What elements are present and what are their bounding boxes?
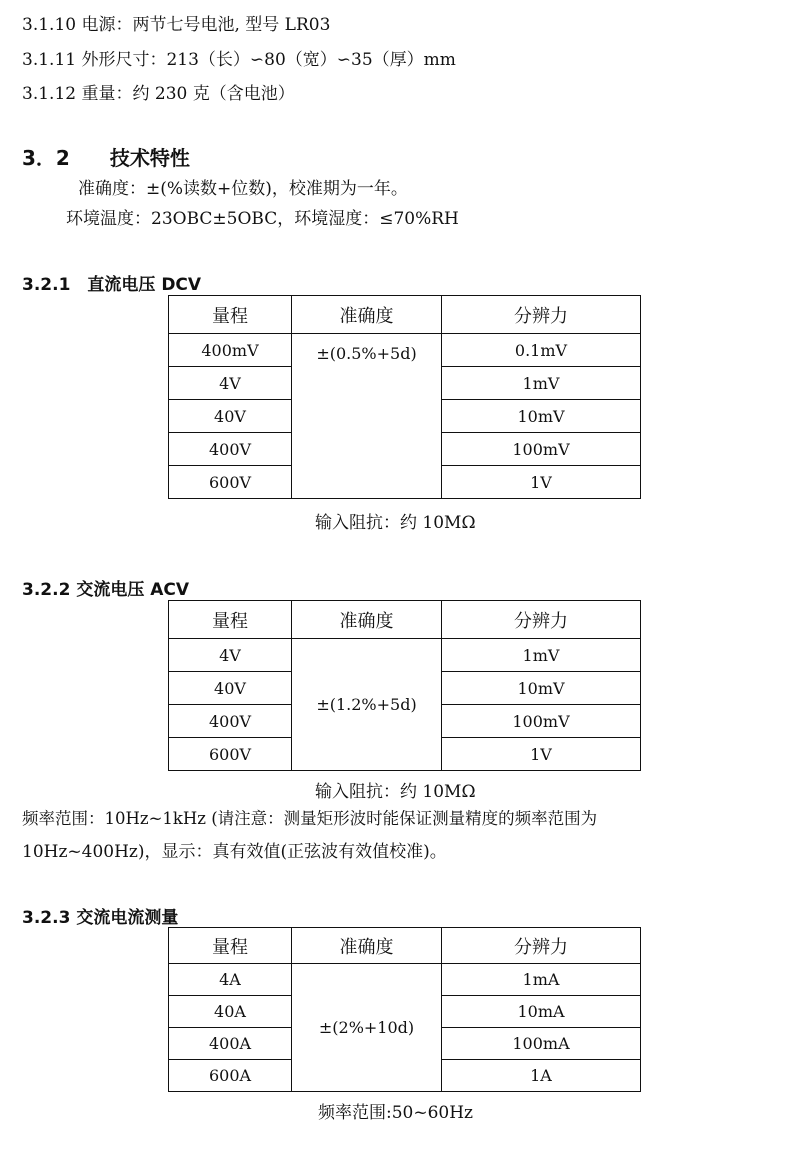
header-range: 量程 [169,601,292,639]
header-range: 量程 [169,928,292,964]
aca-frequency: 频率范围:50~60Hz [318,1103,474,1123]
table-cell-resolution: 10mV [442,672,641,705]
table-cell-accuracy: ±(1.2%+5d) [292,639,442,771]
table-cell-resolution: 100mV [442,705,641,738]
table-cell-resolution: 10mA [442,996,641,1028]
table-cell-range: 40V [169,400,292,433]
acv-table [168,600,641,771]
acv-impedance: 输入阻抗：约 10MΩ [315,782,476,802]
header-resolution: 分辨力 [442,601,641,639]
table-cell-accuracy: ±(0.5%+5d) [292,334,442,499]
table-cell-resolution: 100mA [442,1028,641,1060]
environment-note: 环境温度：23OBC±5OBC，环境湿度：≤70%RH [66,209,459,229]
table-cell-resolution: 1mA [442,964,641,996]
table-cell-resolution: 1V [442,466,641,499]
table-cell-resolution: 0.1mV [442,334,641,367]
table-cell-range: 4V [169,367,292,400]
aca-table [168,927,641,1092]
section-title: 3．2 技术特性 [22,146,190,170]
table-cell-resolution: 1V [442,738,641,771]
table-cell-range: 400A [169,1028,292,1060]
table-cell-range: 600A [169,1060,292,1092]
header-resolution: 分辨力 [442,928,641,964]
dcv-impedance: 输入阻抗：约 10MΩ [315,513,476,533]
accuracy-note: 准确度：±(%读数+位数)，校准期为一年。 [78,179,408,199]
dcv-title: 3.2.1 直流电压 DCV [22,275,202,295]
header-range: 量程 [169,296,292,334]
table-cell-range: 600V [169,738,292,771]
dcv-table [168,295,641,499]
table-cell-resolution: 1A [442,1060,641,1092]
header-accuracy: 准确度 [292,296,442,334]
acv-title: 3.2.2 交流电压 ACV [22,580,190,600]
table-cell-resolution: 1mV [442,367,641,400]
acv-frequency-line-2: 10Hz~400Hz)，显示：真有效值(正弦波有效值校准)。 [22,842,447,862]
acv-frequency-line-1: 频率范围：10Hz~1kHz (请注意：测量矩形波时能保证测量精度的频率范围为 [22,809,598,828]
header-accuracy: 准确度 [292,928,442,964]
header-resolution: 分辨力 [442,296,641,334]
aca-title: 3.2.3 交流电流测量 [22,908,179,928]
table-cell-resolution: 1mV [442,639,641,672]
table-cell-range: 40V [169,672,292,705]
spec-weight-line: 3.1.12 重量：约 230 克（含电池） [22,84,295,104]
table-cell-resolution: 100mV [442,433,641,466]
table-cell-range: 4A [169,964,292,996]
spec-power-line: 3.1.10 电源：两节七号电池, 型号 LR03 [22,15,331,35]
table-cell-resolution: 10mV [442,400,641,433]
table-cell-range: 4V [169,639,292,672]
table-cell-range: 600V [169,466,292,499]
header-accuracy: 准确度 [292,601,442,639]
spec-dimensions-line: 3.1.11 外形尺寸：213（长）∽80（宽）∽35（厚）mm [22,50,456,70]
table-cell-range: 40A [169,996,292,1028]
table-cell-range: 400mV [169,334,292,367]
table-cell-range: 400V [169,433,292,466]
table-cell-accuracy: ±(2%+10d) [292,964,442,1092]
table-cell-range: 400V [169,705,292,738]
